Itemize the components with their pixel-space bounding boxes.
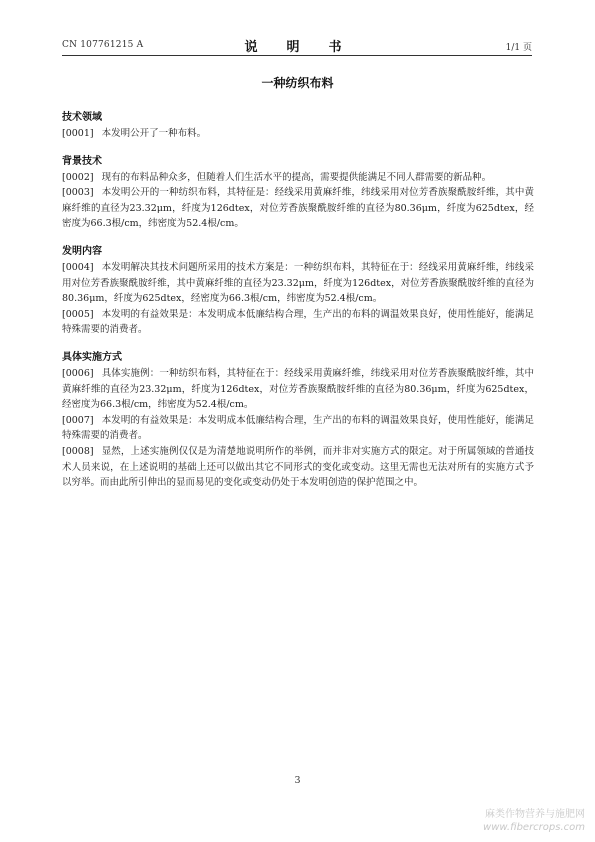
- document-body: [62, 110, 534, 491]
- paragraph-0007: [62, 413, 534, 444]
- paragraph-number: [0006]: [62, 367, 94, 379]
- paragraph-number: [0002]: [62, 171, 94, 183]
- paragraph-text: 本发明公开了一种布料。: [101, 128, 207, 139]
- paragraph-text: 本发明的有益效果是：本发明成本低廉结构合理，生产出的布料的调温效果良好，使用性能好，能满足特殊需要的消费者。: [62, 414, 534, 442]
- paragraph-0005: [62, 307, 534, 338]
- section-heading-background: 背景技术: [62, 155, 102, 167]
- section-heading-summary: 发明内容: [62, 245, 102, 257]
- publication-number: CN 107761215 A: [62, 40, 144, 50]
- page-number: 3: [294, 775, 301, 786]
- section-heading-technical-field: 技术领域: [62, 112, 102, 123]
- paragraph-number: [0001]: [62, 128, 94, 139]
- header-rule: [62, 55, 532, 56]
- paragraph-text: 本发明的有益效果是：本发明成本低廉结构合理，生产出的布料的调温效果良好，使用性能好，能满足特殊需要的消费者。: [62, 308, 534, 336]
- document-type-label: 说 明 书: [244, 40, 350, 55]
- watermark-url: www.fibercrops.com: [483, 822, 585, 833]
- watermark-site-name: 麻类作物营养与施肥网: [485, 809, 585, 820]
- paragraph-text: 具体实施例：一种纺织布料，其特征在于：经线采用黄麻纤维，纬线采用对位芳香族聚酰胺纤维，其中黄麻纤维的直径为23.32μm，纤度为126dtex，对位芳香族聚酰胺纤维的直径为80.36μm，纤度为625dtex，经密度为66.3根/cm，纬密度为52.4根/cm。: [62, 367, 534, 411]
- paragraph-text: 本发明公开的一种纺织布料，其特征是：经线采用黄麻纤维，纬线采用对位芳香族聚酰胺纤维，其中黄麻纤维的直径为23.32μm，纤度为126dtex，对位芳香族聚酰胺纤维的直径为80.36μm，纤度为625dtex，经密度为66.3根/cm，纬密度为52.4根/cm。: [62, 187, 535, 230]
- watermark: [483, 808, 585, 834]
- paragraph-0001: [62, 126, 534, 142]
- paragraph-text: 现有的布料品种众多，但随着人们生活水平的提高，需要提供能满足不同人群需要的新品种。: [101, 171, 492, 183]
- page-indicator: 1/1 页: [505, 43, 532, 53]
- paragraph-text: 本发明解决其技术问题所采用的技术方案是：一种纺织布料，其特征在于：经线采用黄麻纤维，纬线采用对位芳香族聚酰胺纤维，其中黄麻纤维的直径为23.32μm，纤度为126dtex，对位芳香族聚酰胺纤维的直径为80.36μm，纤度为625dtex，经密度为66.3根/cm，纬密度为52.4根/cm。: [62, 261, 534, 305]
- paragraph-number: [0005]: [62, 308, 94, 320]
- paragraph-number: [0008]: [62, 445, 94, 457]
- document-title: 一种纺织布料: [261, 76, 334, 90]
- section-heading-embodiments: 具体实施方式: [62, 351, 122, 363]
- paragraph-number: [0003]: [62, 187, 94, 199]
- paragraph-number: [0007]: [62, 414, 94, 426]
- paragraph-0002: [62, 170, 534, 186]
- paragraph-0004: [62, 260, 534, 307]
- paragraph-0008: [62, 444, 534, 491]
- paragraph-0006: [62, 366, 534, 413]
- paragraph-text: 显然，上述实施例仅仅是为清楚地说明所作的举例，而并非对实施方式的限定。对于所属领域的普通技术人员来说，在上述说明的基础上还可以做出其它不同形式的变化或变动。这里无需也无法对所有的实施方式予以穷举。而由此所引伸出的显而易见的变化或变动仍处于本发明创造的保护范围之中。: [62, 445, 534, 489]
- paragraph-0003: [62, 185, 534, 232]
- page-header: [62, 36, 532, 56]
- paragraph-number: [0004]: [62, 261, 94, 273]
